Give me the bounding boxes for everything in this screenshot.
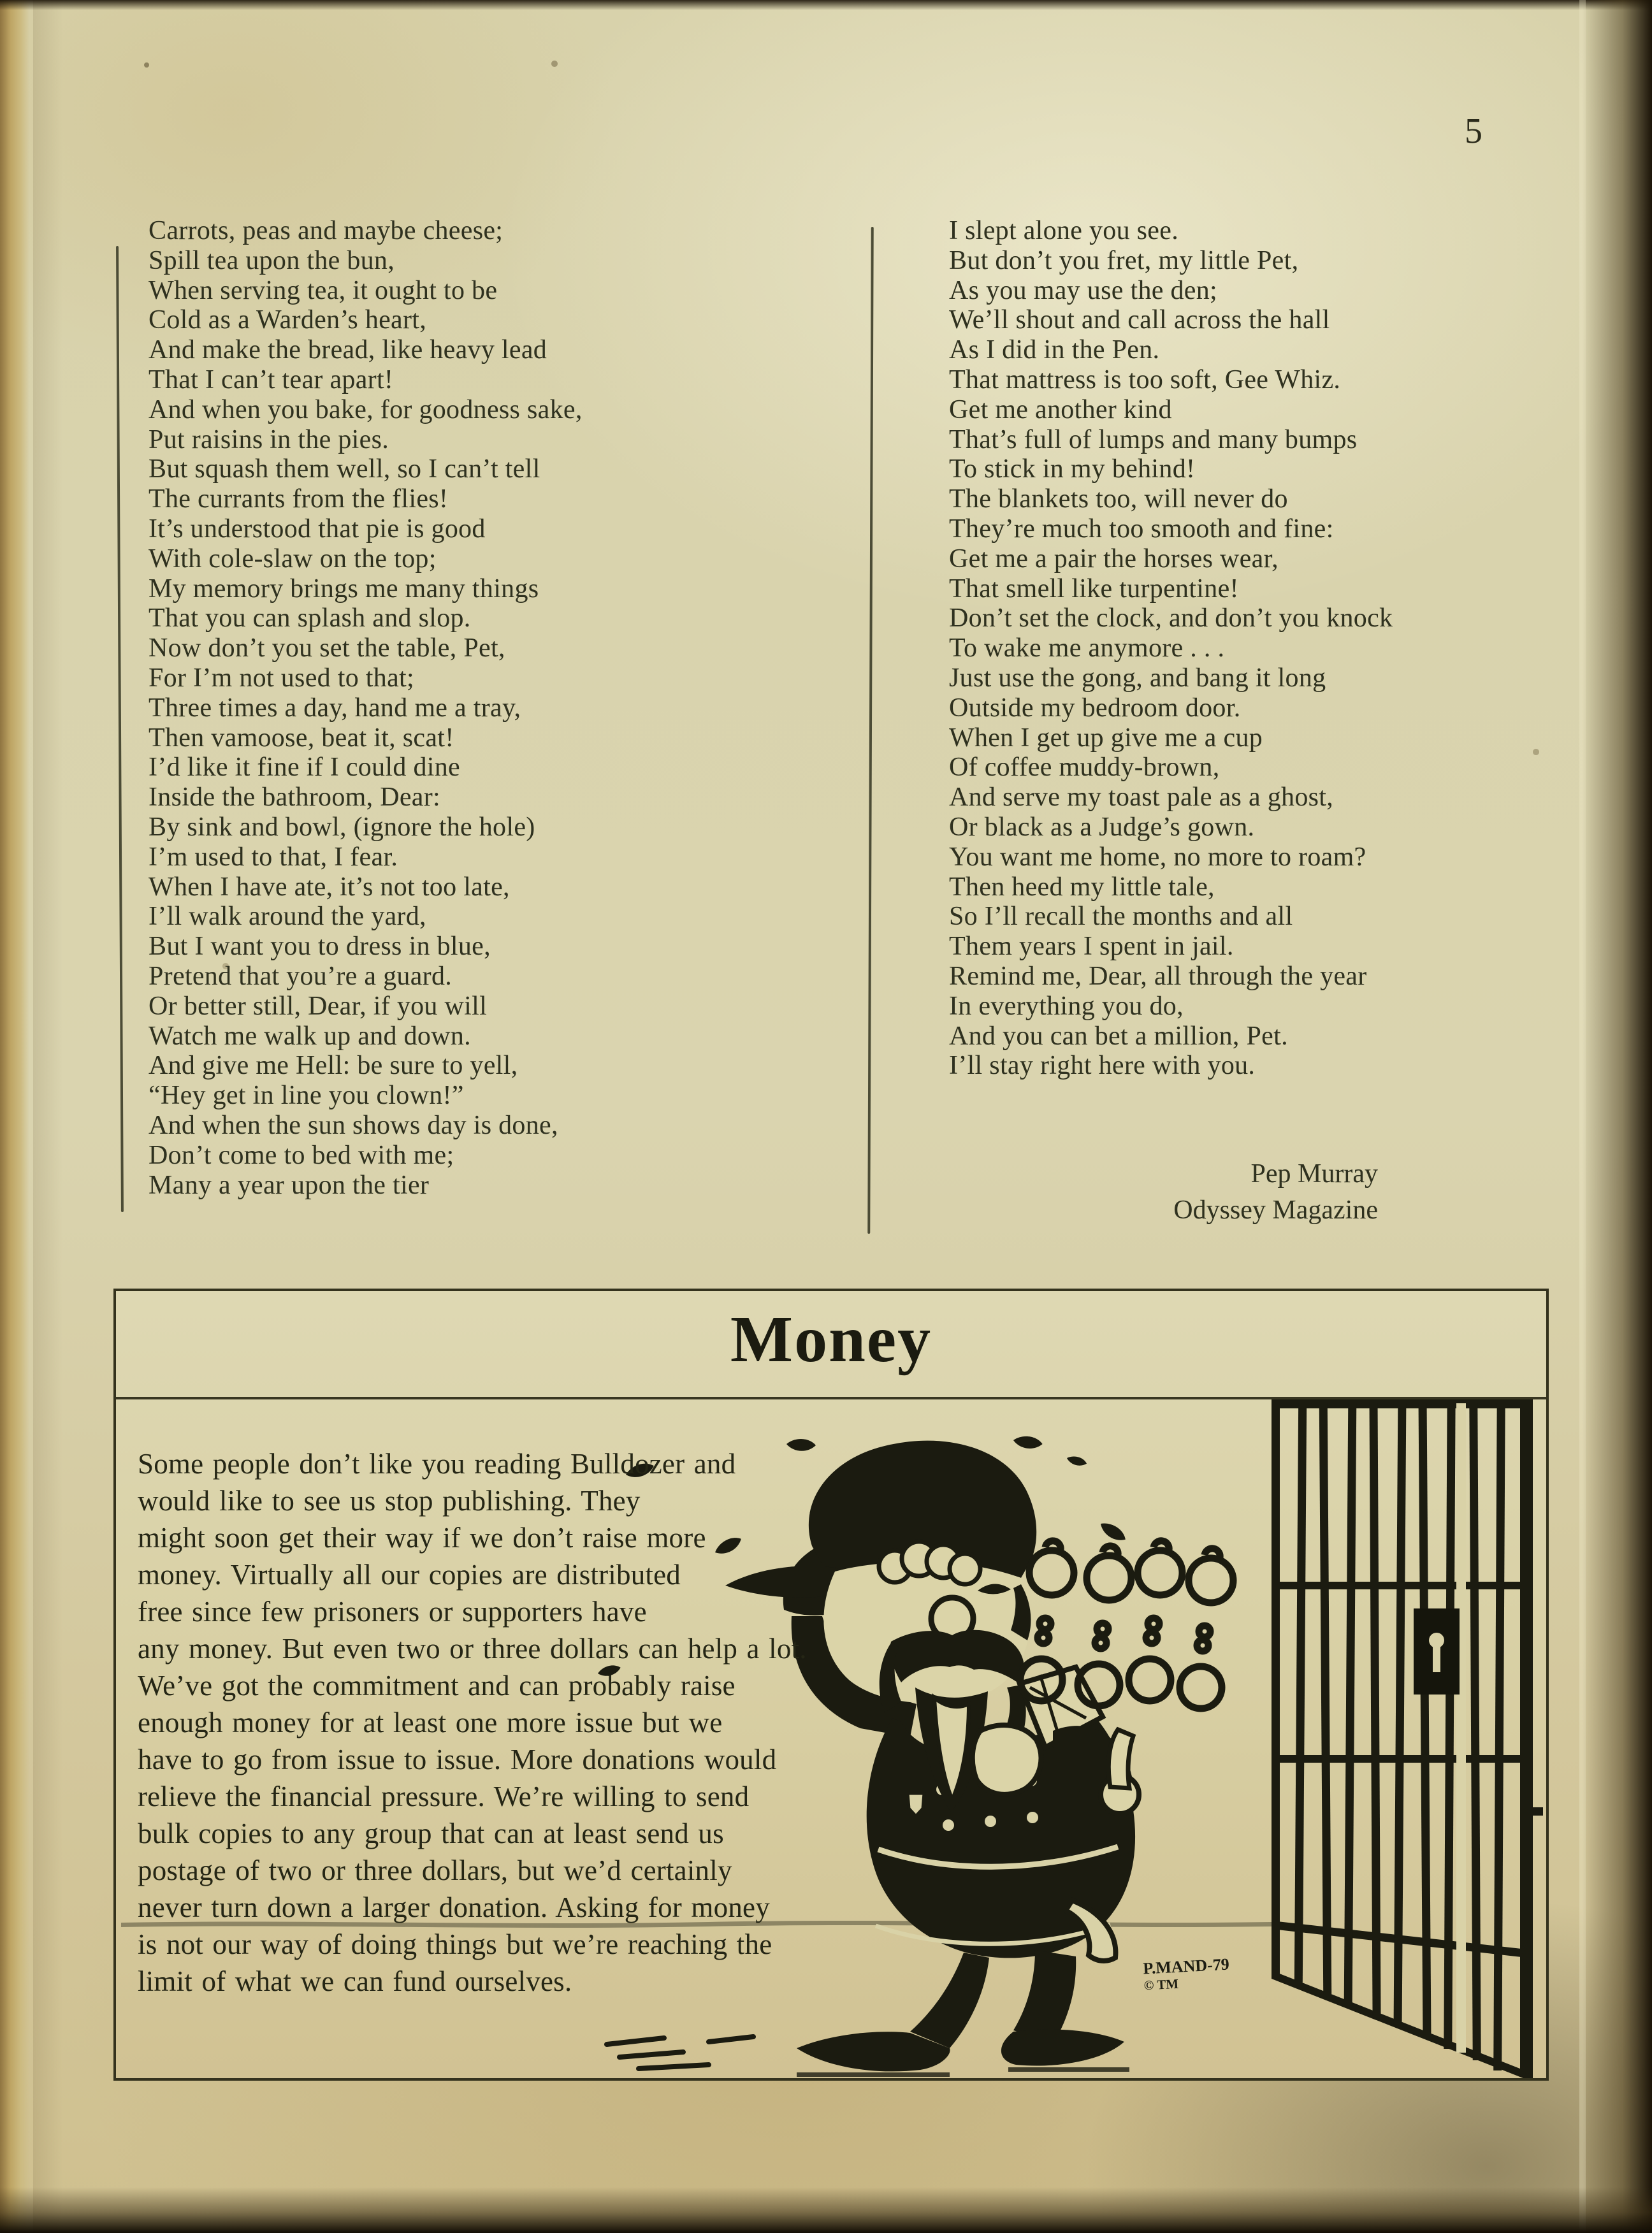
poem-line: I’d like it fine if I could dine — [149, 753, 460, 783]
poem-line: I’ll walk around the yard, — [149, 902, 426, 932]
money-text-line: money. Virtually all our copies are distributed — [138, 1559, 681, 1591]
poem-line: The blankets too, will never do — [949, 484, 1288, 514]
poem-line: When I have ate, it’s not too late, — [149, 872, 510, 902]
poem-line: As you may use the den; — [949, 275, 1217, 305]
poem-line: Them years I spent in jail. — [949, 932, 1234, 962]
money-text-line: never turn down a larger donation. Asking for money — [138, 1891, 770, 1923]
poem-line: Don’t set the clock, and don’t you knock — [949, 603, 1393, 633]
page-edge-right — [1582, 0, 1652, 2233]
poem-line: It’s understood that pie is good — [149, 514, 486, 544]
poem-line: Outside my bedroom door. — [949, 693, 1241, 723]
money-text-line: enough money for at least one more issue but we — [138, 1707, 723, 1738]
poem-line: Don’t come to bed with me; — [149, 1140, 454, 1170]
attribution-author: Pep Murray — [1250, 1159, 1378, 1189]
money-body-text — [138, 1445, 807, 2000]
money-text-line: is not our way of doing things but we’re reaching the — [138, 1928, 772, 1960]
cell-door-lock — [1414, 1608, 1460, 1695]
poem-line: Get me a pair the horses wear, — [949, 544, 1279, 574]
poem-line: Put raisins in the pies. — [149, 424, 389, 454]
poem-line: That I can’t tear apart! — [149, 365, 394, 394]
guard-chin — [973, 1725, 1041, 1795]
poem-line: To wake me anymore . . . — [949, 633, 1225, 663]
money-text-line: have to go from issue to issue. More donations would — [138, 1744, 777, 1775]
money-section — [113, 1289, 1549, 2081]
money-text-line: would like to see us stop publishing. They — [138, 1485, 641, 1517]
poem-line: My memory brings me many things — [149, 574, 539, 603]
poem-line: And make the bread, like heavy lead — [149, 335, 547, 365]
poem-line: But don’t you fret, my little Pet, — [949, 245, 1299, 275]
poem-line: But I want you to dress in blue, — [149, 932, 491, 962]
money-section-title: Money — [730, 1303, 932, 1376]
poem-line: In everything you do, — [949, 991, 1184, 1021]
money-text-line: might soon get their way if we don’t raise more — [138, 1522, 706, 1554]
page-crease — [33, 0, 62, 2233]
poem-line: The currants from the flies! — [149, 484, 449, 514]
money-text-line: bulk copies to any group that can at least send us — [138, 1817, 724, 1849]
poem-attribution — [956, 1156, 1378, 1229]
money-text-line: limit of what we can fund ourselves. — [138, 1965, 572, 1997]
poem-line: I’m used to that, I fear. — [149, 842, 398, 872]
cartoon-copyright-mark: © TM — [1143, 1976, 1179, 1993]
money-text-line: We’ve got the commitment and can probably raise — [138, 1670, 735, 1702]
poem-line: When serving tea, it ought to be — [149, 275, 498, 305]
poem-line: To stick in my behind! — [949, 454, 1196, 484]
jail-bars — [1272, 1399, 1543, 2078]
cell-door-edge-gap — [1456, 1403, 1466, 2053]
poem-line: Now don’t you set the table, Pet, — [149, 633, 505, 663]
poem-line: That mattress is too soft, Gee Whiz. — [949, 365, 1341, 394]
cartoon-signature — [1143, 1955, 1231, 1994]
page-edge-sheen — [1579, 0, 1586, 2233]
poem-line: You want me home, no more to roam? — [949, 842, 1366, 872]
poem-line: When I get up give me a cup — [949, 723, 1263, 753]
poem-line: I slept alone you see. — [949, 216, 1178, 245]
poem-line: Spill tea upon the bun, — [149, 245, 395, 275]
poem-line: And when the sun shows day is done, — [149, 1110, 558, 1140]
poem-line: Carrots, peas and maybe cheese; — [149, 216, 504, 245]
poem-line: That you can splash and slop. — [149, 603, 471, 633]
poem-line: But squash them well, so I can’t tell — [149, 454, 540, 484]
money-text-line: postage of two or three dollars, but we’d certainly — [138, 1854, 732, 1886]
poem-line: And when you bake, for goodness sake, — [149, 394, 583, 424]
money-text-line: any money. But even two or three dollars can help a lot. — [138, 1633, 807, 1665]
poem-line: Watch me walk up and down. — [149, 1021, 471, 1051]
poem-line: I’ll stay right here with you. — [949, 1051, 1256, 1081]
poem-line: And you can bet a million, Pet. — [949, 1021, 1288, 1051]
paper-specks — [0, 0, 3, 3]
poem-line: Then vamoose, beat it, scat! — [149, 723, 454, 753]
poem-line: We’ll shout and call across the hall — [949, 305, 1330, 335]
poem-line: And serve my toast pale as a ghost, — [949, 783, 1334, 813]
poem-line: And give me Hell: be sure to yell, — [149, 1051, 518, 1081]
poem-line: That’s full of lumps and many bumps — [949, 424, 1358, 454]
left-column-rule — [116, 246, 124, 1212]
poem-line: Inside the bathroom, Dear: — [149, 783, 440, 813]
guard-boots — [797, 1950, 1129, 2077]
poem-line: They’re much too smooth and fine: — [949, 514, 1334, 544]
page-edge-bottom — [0, 2187, 1652, 2233]
poem-line: Just use the gong, and bang it long — [949, 663, 1326, 693]
poem-line: With cole-slaw on the top; — [149, 544, 437, 574]
money-text-line: relieve the financial pressure. We’re willing to send — [138, 1781, 750, 1812]
poem-line: Of coffee muddy-brown, — [949, 753, 1220, 783]
cartoon-signature-text: P.MAND-79 — [1142, 1955, 1230, 1978]
poem-line: Or black as a Judge’s gown. — [949, 812, 1255, 842]
money-text-line: Some people don’t like you reading Bulldozer and — [138, 1448, 736, 1480]
poem-line: For I’m not used to that; — [149, 663, 414, 693]
poem-line: Or better still, Dear, if you will — [149, 991, 488, 1021]
poem-line: Get me another kind — [949, 394, 1172, 424]
motion-marks — [607, 2037, 753, 2069]
poem-line: That smell like turpentine! — [949, 574, 1239, 603]
poem-line: Many a year upon the tier — [149, 1170, 430, 1200]
page-number: 5 — [1465, 112, 1482, 151]
poem-line: So I’ll recall the months and all — [949, 902, 1293, 932]
poem-line: Pretend that you’re a guard. — [149, 961, 453, 991]
page-edge-top — [0, 0, 1652, 10]
attribution-source: Odyssey Magazine — [1173, 1196, 1378, 1225]
poem-line: Cold as a Warden’s heart, — [149, 305, 427, 335]
poem-column-left — [149, 216, 583, 1200]
column-divider-rule — [867, 227, 874, 1234]
poem-column-right — [949, 216, 1393, 1081]
poem-line: As I did in the Pen. — [949, 335, 1160, 365]
poem-line: “Hey get in line you clown!” — [149, 1081, 464, 1111]
poem-line: Remind me, Dear, all through the year — [949, 961, 1367, 991]
money-text-line: free since few prisoners or supporters have — [138, 1596, 647, 1628]
poem-line: Then heed my little tale, — [949, 872, 1215, 902]
poem-line: By sink and bowl, (ignore the hole) — [149, 812, 535, 842]
page-edge-left — [0, 0, 29, 2233]
poem-line: Three times a day, hand me a tray, — [149, 693, 521, 723]
